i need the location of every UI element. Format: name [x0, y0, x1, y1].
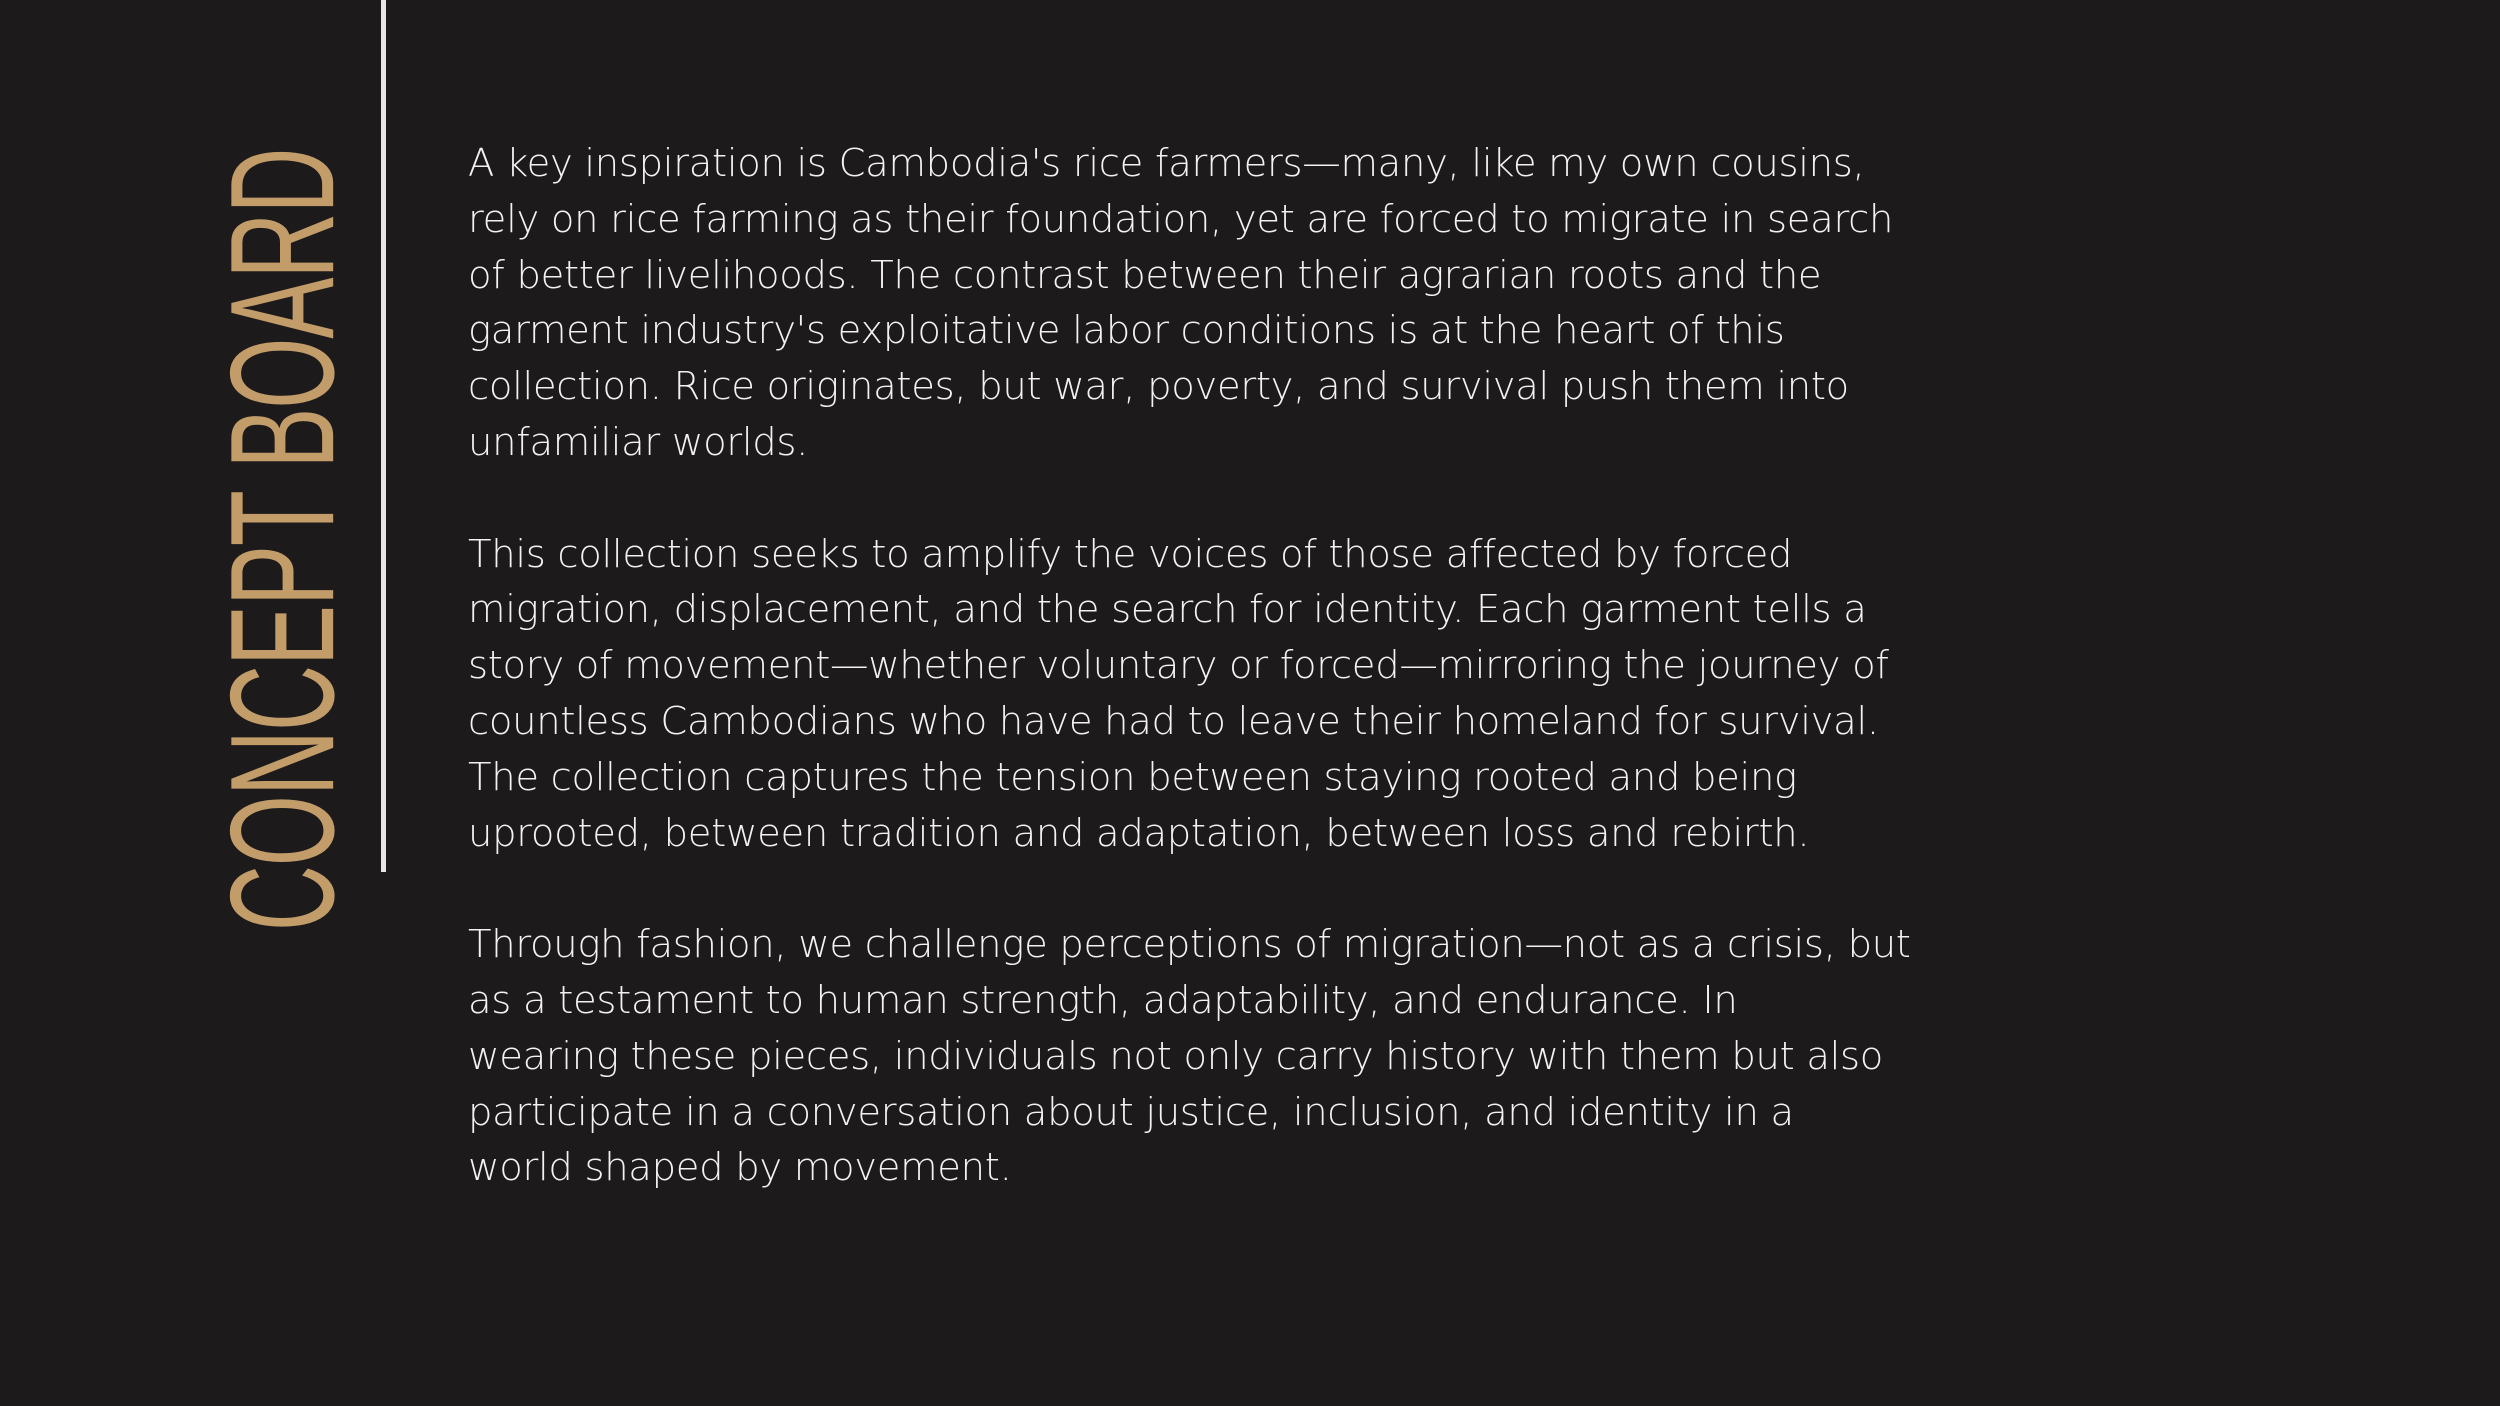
- paragraph-1: A key inspiration is Cambodia's rice farmers—many, like my own cousins, rely on rice farming as their foundation, yet are forced to migrate in search of better livelihoods. The contrast between their agrarian roots and the garment industry's exploitative labor conditions is at the heart of this collection. Rice originates, but war, poverty, and survival push them into unfamiliar worlds.: [468, 141, 1894, 465]
- paragraph-3: Through fashion, we challenge perceptions of migration—not as a crisis, but as a testament to human strength, adaptability, and endurance. In wearing these pieces, individuals not only carry history with them but also participate in a conversation about justice, inclusion, and identity in a world shaped by movement.: [468, 922, 1911, 1191]
- body-text: [468, 136, 1988, 1252]
- paragraph-2: This collection seeks to amplify the voices of those affected by forced migration, displacement, and the search for identity. Each garment tells a story of movement—whether voluntary or forced—mirroring the journey of countless Cambodians who have had to leave their homeland for survival. The collection captures the tension between staying rooted and being uprooted, between tradition and adaptation, between loss and rebirth.: [468, 531, 1889, 856]
- page-title-text: CONCEPT BOARD: [200, 148, 366, 932]
- page-title: [200, 0, 366, 1171]
- vertical-divider: [381, 0, 386, 872]
- title-container: [200, 148, 366, 932]
